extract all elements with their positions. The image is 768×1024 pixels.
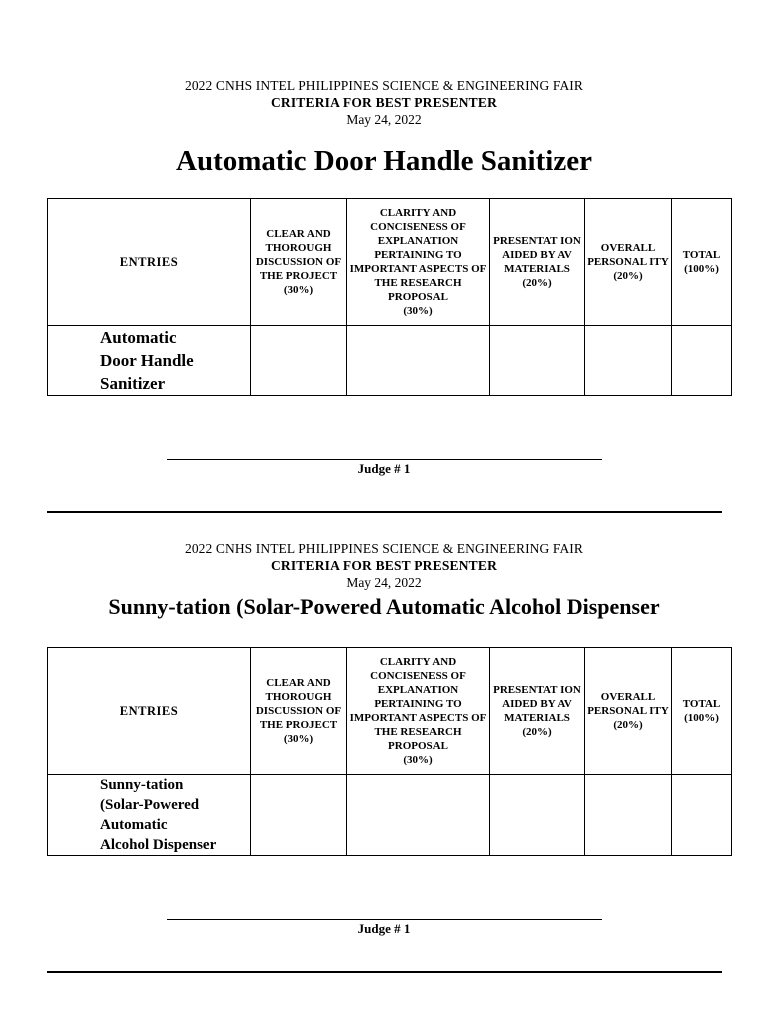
header-clear-label: CLEAR AND THOROUGH DISCUSSION OF THE PROJECT (255, 228, 342, 282)
entry-line: Automatic (100, 817, 168, 833)
fair-name: 2022 CNHS INTEL PHILIPPINES SCIENCE & ENGINEERING FAIR (184, 541, 584, 556)
score-cell-total[interactable] (672, 326, 732, 396)
section-divider (47, 511, 722, 513)
entry-name-cell (48, 326, 251, 396)
header-clear-pct: (30%) (283, 284, 314, 296)
judge-label: Judge # 1 (357, 921, 411, 936)
entry-line: (Solar-Powered (100, 797, 200, 813)
header-total-pct: (100%) (684, 712, 719, 724)
header-presentation-label: PRESENTAT ION AIDED BY AV MATERIALS (493, 684, 581, 724)
score-cell-total[interactable] (672, 775, 732, 856)
fair-name: 2022 CNHS INTEL PHILIPPINES SCIENCE & ENGINEERING FAIR (184, 78, 584, 93)
table-header-row (48, 199, 732, 326)
header-total-pct: (100%) (684, 263, 719, 275)
header-clarity-pct: (30%) (403, 305, 433, 317)
event-date: May 24, 2022 (346, 575, 422, 590)
table-row (48, 775, 732, 856)
header-clear-pct: (30%) (283, 733, 314, 745)
entry-line: Sunny-tation (100, 777, 184, 793)
section-divider (47, 971, 722, 973)
criteria-table (47, 198, 732, 396)
score-cell-presentation[interactable] (490, 326, 585, 396)
header-clear-discussion (251, 199, 347, 326)
header-personality: OVERALL PERSONAL ITY (20%) (585, 199, 672, 326)
score-cell-personality[interactable] (585, 326, 672, 396)
header-presentation (490, 199, 585, 326)
header-clarity-label: CLARITY AND CONCISENESS OF EXPLANATION PERTAINING TO IMPORTANT ASPECTS OF THE RESEARCH PROPOSAL (349, 656, 487, 752)
header-total-label: TOTAL (682, 249, 721, 261)
header-clear-discussion (251, 648, 347, 775)
header-clarity (347, 199, 490, 326)
header-personality: OVERALL PERSONAL ITY (20%) (585, 648, 672, 775)
project-title: Sunny-tation (Solar-Powered Automatic Alcohol Dispenser (108, 594, 660, 619)
criteria-table (47, 647, 732, 856)
signature-line[interactable] (167, 459, 602, 460)
header-clear-label: CLEAR AND THOROUGH DISCUSSION OF THE PROJECT (255, 677, 342, 731)
project-title: Automatic Door Handle Sanitizer (176, 145, 592, 177)
score-cell-clear[interactable] (251, 326, 347, 396)
signature-line[interactable] (167, 919, 602, 920)
header-total (672, 199, 732, 326)
header-total-label: TOTAL (682, 698, 721, 710)
entry-name-cell (48, 775, 251, 856)
entry-line: Door Handle (100, 351, 194, 370)
header-entries: ENTRIES (48, 199, 251, 326)
header-presentation-pct: (20%) (522, 277, 552, 289)
score-cell-clarity[interactable] (347, 775, 490, 856)
header-clarity-label: CLARITY AND CONCISENESS OF EXPLANATION PERTAINING TO IMPORTANT ASPECTS OF THE RESEARCH PROPOSAL (349, 207, 487, 303)
entry-line: Alcohol Dispenser (100, 837, 217, 853)
header-clarity-pct: (30%) (403, 754, 433, 766)
score-cell-clarity[interactable] (347, 326, 490, 396)
table-header-row (48, 648, 732, 775)
header-presentation-label: PRESENTAT ION AIDED BY AV MATERIALS (493, 235, 581, 275)
header-presentation (490, 648, 585, 775)
header-clarity (347, 648, 490, 775)
score-cell-clear[interactable] (251, 775, 347, 856)
entry-line: Sanitizer (100, 374, 166, 393)
criteria-title: CRITERIA FOR BEST PRESENTER (270, 558, 498, 573)
entry-line: Automatic (100, 328, 177, 347)
judge-label: Judge # 1 (357, 461, 411, 476)
header-entries: ENTRIES (48, 648, 251, 775)
event-date: May 24, 2022 (346, 112, 422, 127)
header-presentation-pct: (20%) (522, 726, 552, 738)
header-total (672, 648, 732, 775)
criteria-title: CRITERIA FOR BEST PRESENTER (270, 95, 498, 110)
score-cell-personality[interactable] (585, 775, 672, 856)
table-row (48, 326, 732, 396)
score-cell-presentation[interactable] (490, 775, 585, 856)
